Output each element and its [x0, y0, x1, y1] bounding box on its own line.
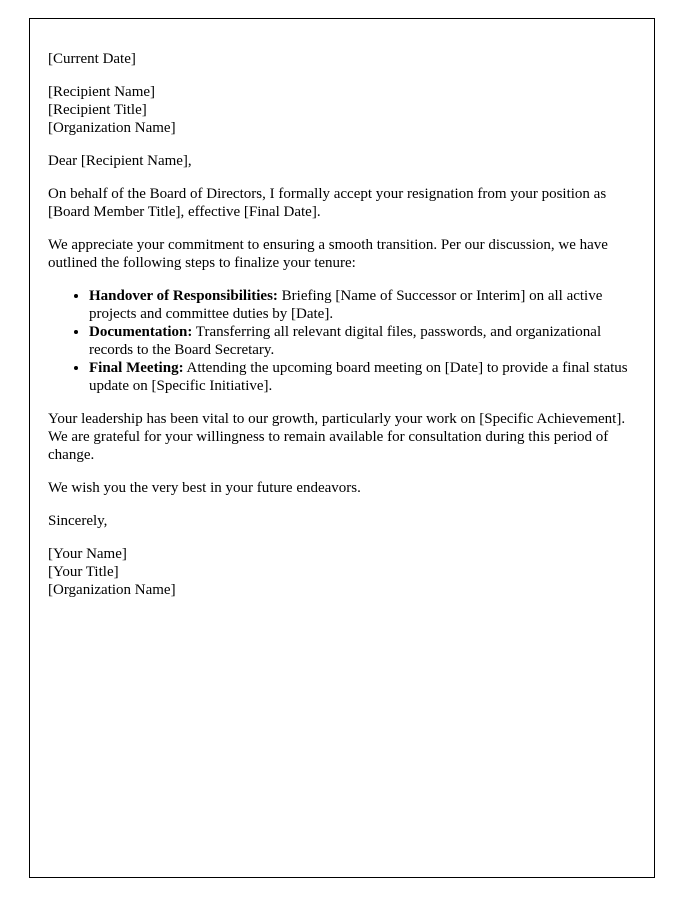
paragraph-acceptance: On behalf of the Board of Directors, I formally accept your resignation from your position as [Board Member Title], effective [Final Date].: [48, 186, 607, 220]
current-date: [Current Date]: [48, 51, 136, 67]
recipient-name: [Recipient Name]: [48, 84, 156, 100]
paragraph-gratitude: Your leadership has been vital to our growth, particularly your work on [Specific Achievement]. We are grateful for your willingness to remain available for consultation during this period of change.: [48, 411, 626, 463]
recipient-organization: [Organization Name]: [48, 120, 176, 136]
transition-steps-list: [48, 287, 628, 395]
bullet-text: Briefing [Name of Successor or Interim] on all active projects and committee duties by [Date].: [89, 288, 603, 322]
bullet-label: Documentation:: [89, 324, 193, 340]
bullet-label: Final Meeting:: [89, 360, 184, 376]
list-item: [89, 359, 628, 395]
paragraph-transition-intro: We appreciate your commitment to ensuring a smooth transition. Per our discussion, we have outlined the following steps to finalize your tenure:: [48, 237, 608, 271]
closing: Sincerely,: [48, 513, 108, 529]
list-item: [89, 323, 628, 359]
recipient-block: [48, 83, 628, 137]
salutation: Dear [Recipient Name],: [48, 153, 192, 169]
recipient-title: [Recipient Title]: [48, 102, 147, 118]
sender-name: [Your Name]: [48, 546, 127, 562]
letter-page: [29, 18, 655, 878]
bullet-text: Transferring all relevant digital files, passwords, and organizational records to the Board Secretary.: [89, 324, 602, 358]
sender-organization: [Organization Name]: [48, 582, 176, 598]
list-item: [89, 287, 628, 323]
sender-title: [Your Title]: [48, 564, 119, 580]
bullet-label: Handover of Responsibilities:: [89, 288, 278, 304]
signature-block: [48, 545, 628, 599]
bullet-text: Attending the upcoming board meeting on [Date] to provide a final status update on [Specific Initiative].: [89, 360, 628, 394]
paragraph-well-wishes: We wish you the very best in your future endeavors.: [48, 480, 361, 496]
